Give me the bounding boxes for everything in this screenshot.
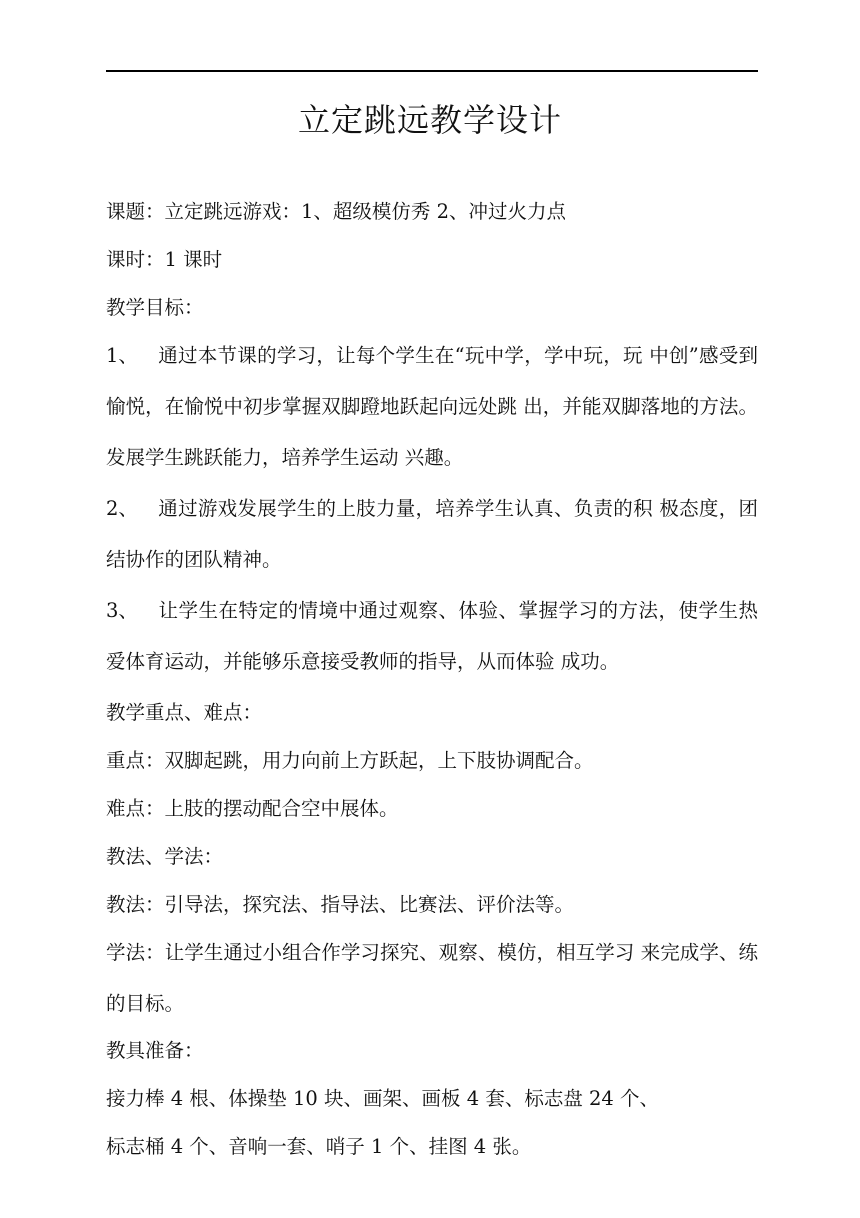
keypoints-heading: 教学重点、难点：: [106, 701, 263, 724]
keypoint-line: 重点：双脚起跳，用力向前上方跃起，上下肢协调配合。: [106, 749, 594, 772]
period-line: 课时：1 课时: [106, 248, 223, 271]
learning-method-paragraph: 学法：让学生通过小组合作学习探究、观察、模仿，相互学习 来完成学、练的目标。: [106, 941, 758, 1015]
document-body: [106, 190, 758, 1169]
topic-line: 课题：立定跳远游戏：1、超级模仿秀 2、冲过火力点: [106, 200, 567, 223]
objective-number: 1、: [106, 344, 138, 367]
equipment-line: 标志桶 4 个、音响一套、哨子 1 个、挂图 4 张。: [106, 1135, 532, 1158]
objective-item: [106, 483, 758, 585]
objective-item: [106, 330, 758, 483]
objective-item: [106, 585, 758, 687]
teaching-method-line: 教法：引导法，探究法、指导法、比赛法、评价法等。: [106, 893, 575, 916]
objective-number: 3、: [106, 599, 138, 622]
objective-text: 通过本节课的学习，让每个学生在“玩中学，学中玩，玩 中创”感受到愉悦，在愉悦中初步掌握双脚蹬地跃起向远处跳 出，并能双脚落地的方法。发展学生跳跃能力，培养学生运动 兴趣。: [106, 344, 758, 469]
objective-text: 让学生在特定的情境中通过观察、体验、掌握学习的方法，使学生热爱体育运动，并能够乐意接受教师的指导，从而体验 成功。: [106, 599, 758, 673]
difficulty-line: 难点：上肢的摆动配合空中展体。: [106, 797, 399, 820]
objective-number: 2、: [106, 497, 138, 520]
equipment-heading: 教具准备：: [106, 1039, 204, 1062]
objectives-heading: 教学目标：: [106, 296, 204, 319]
document-title: 立定跳远教学设计: [297, 101, 562, 139]
header-rule: [106, 70, 758, 72]
objective-text: 通过游戏发展学生的上肢力量，培养学生认真、负责的积 极态度，团结协作的团队精神。: [106, 497, 758, 571]
equipment-line: 接力棒 4 根、体操垫 10 块、画架、画板 4 套、标志盘 24 个、: [106, 1087, 660, 1110]
methods-heading: 教法、学法：: [106, 845, 224, 868]
